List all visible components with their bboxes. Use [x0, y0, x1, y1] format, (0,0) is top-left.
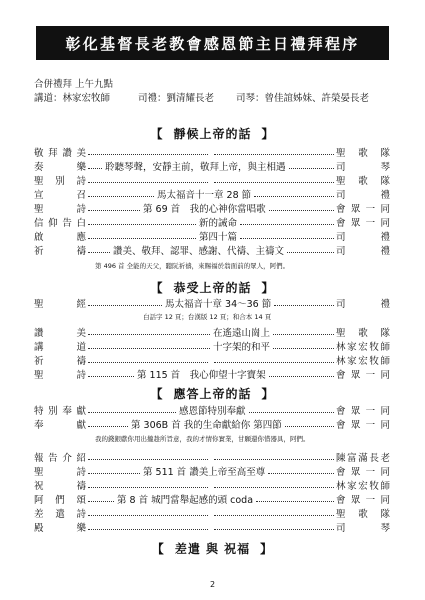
- program-row: 祝禱 林家宏牧師: [34, 480, 390, 492]
- program-row: 殿樂 司琴: [34, 522, 390, 534]
- page-number: 2: [209, 580, 216, 589]
- preacher: 講道：林家宏牧師: [34, 93, 111, 104]
- program-row: 奏樂 聆聽琴聲，安靜主前，敬拜上帝，與主相遇 司琴: [34, 161, 390, 173]
- service-host: 司禮：劉清耀長老: [138, 93, 215, 104]
- program-row: 啟應 第四十篇 司禮: [34, 231, 390, 243]
- program-row: 阿們頌 第 8 首 城門當舉起感的頭 coda 會眾一同: [34, 494, 390, 506]
- program-row: 奉獻 第 306B 首 我的生命獻給你 第四節 會眾一同: [34, 419, 390, 431]
- service-time: 合併禮拜 上午九點: [34, 79, 114, 90]
- section-heading: 【 差遣 與 祝福 】: [151, 542, 274, 556]
- scripture-pages-note: 白話字 12 頁；台漢版 12 頁；和合本 14 頁: [143, 313, 272, 321]
- section-heading: 【 應答上帝的話 】: [150, 387, 275, 401]
- program-row: 宣召 馬太福音十一章 28 節 司禮: [34, 189, 390, 201]
- program-row: 祈禱 林家宏牧師: [34, 355, 390, 367]
- program-row: 聖別詩 聖歌隊: [34, 175, 390, 187]
- program-row: 特別奉獻 感恩節特別奉獻 會眾一同: [34, 405, 390, 417]
- service-officers: [34, 90, 369, 104]
- program-row: 信仰告白 新的誡命 會眾一同: [34, 217, 390, 229]
- offering-prayer-note: 我的錢銀獻你用出攏趁所旨意，我的才情你實業，甘願還你惜器具，阿們。: [95, 435, 310, 443]
- section-heading: 【 恭受上帝的話 】: [150, 281, 275, 295]
- program-row: 聖詩 第 115 首 我心仰望十字寶架 會眾一同: [34, 369, 390, 381]
- program-row: 報告介紹 陳富滿長老: [34, 452, 390, 464]
- program-row: 聖經 馬太福音十章 34～36 節 司禮: [34, 298, 390, 310]
- program-row: 敬拜讚美 聖歌隊: [34, 147, 390, 159]
- prayer-response-note: 第 496 首 全能的天父，聽阮祈禱，來賜福於翁面前的眾人，阿們。: [95, 262, 290, 270]
- page-title: 彰化基督長老教會感恩節主日禮拜程序: [36, 26, 389, 60]
- program-row: 祈禱 讚美、敬拜、認罪、感謝、代禱、主禱文 司禮: [34, 245, 390, 257]
- program-row: 聖詩 第 511 首 讚美上帝至高至尊 會眾一同: [34, 466, 390, 478]
- program-row: 差遣詩 聖歌隊: [34, 508, 390, 520]
- program-row: 講道 十字架的和平 林家宏牧師: [34, 341, 390, 353]
- program-row: 聖詩 第 69 首 我的心神你當唱歌 會眾一同: [34, 203, 390, 215]
- organist: 司琴：曾佳誼姊妹、許榮晏長老: [236, 93, 370, 104]
- program-row: 讚美 在遙遠山崗上 聖歌隊: [34, 327, 390, 339]
- section-heading: 【 靜候上帝的話 】: [150, 127, 275, 141]
